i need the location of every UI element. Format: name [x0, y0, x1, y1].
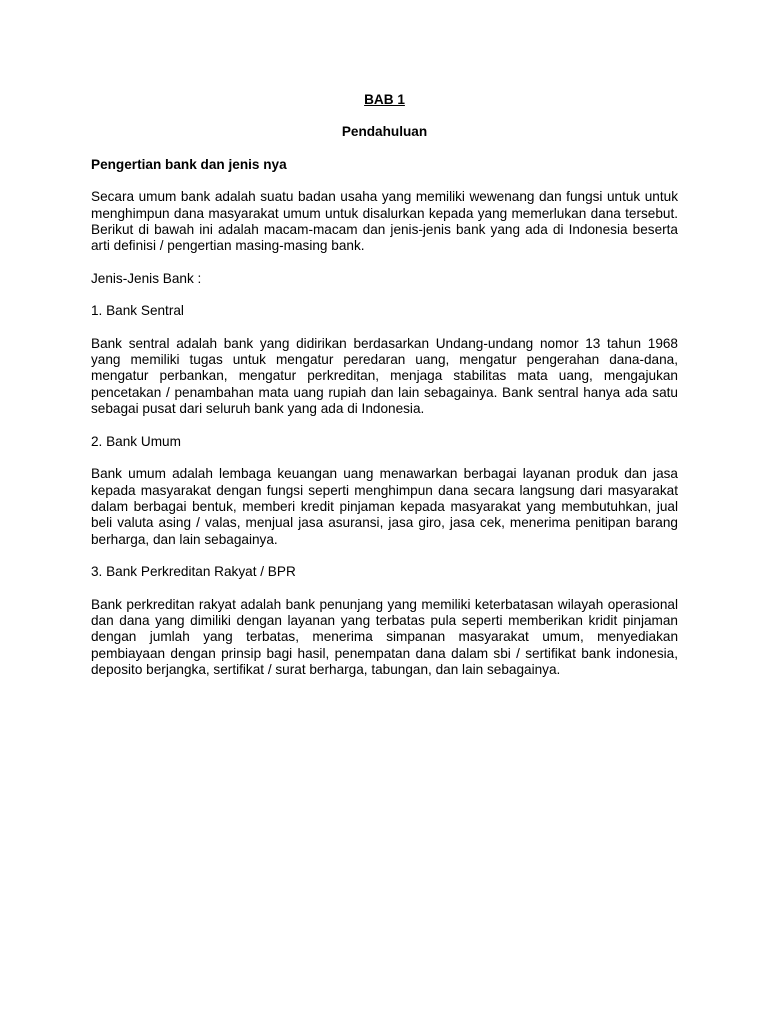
bank-sentral-heading: 1. Bank Sentral — [91, 303, 184, 319]
chapter-title: BAB 1 — [364, 92, 405, 107]
bpr-heading: 3. Bank Perkreditan Rakyat / BPR — [91, 564, 296, 580]
section-heading: Pengertian bank dan jenis nya — [91, 156, 287, 172]
chapter-subtitle: Pendahuluan — [341, 124, 428, 140]
intro-paragraph: Secara umum bank adalah suatu badan usaha yang memiliki wewenang dan fungsi untuk untuk menghimpun dana masyarakat umum untuk disalurkan kepada yang memerlukan dana tersebut. Berikut di bawah ini adalah macam-macam dan jenis-jenis bank yang ada di Indonesia beserta arti definisi / pengertian masing-masing bank. — [91, 189, 678, 254]
bank-sentral-paragraph: Bank sentral adalah bank yang didirikan berdasarkan Undang-undang nomor 13 tahun 1968 yang memiliki tugas untuk mengatur peredaran uang, mengatur pengerahan dana-dana, mengatur perbankan, mengatur perkreditan, menjaga stabilitas mata uang, mengajukan pencetakan / penambahan mata uang rupiah dan lain sebagainya. Bank sentral hanya ada satu sebagai pusat dari seluruh bank yang ada di Indonesia. — [91, 335, 678, 417]
bank-umum-heading: 2. Bank Umum — [91, 433, 181, 449]
bank-umum-paragraph: Bank umum adalah lembaga keuangan uang menawarkan berbagai layanan produk dan jasa kepada masyarakat dengan fungsi seperti menghimpun dana secara langsung dari masyarakat dalam berbagai bentuk, memberi kredit pinjaman kepada masyarakat yang membutuhkan, jual beli valuta asing / valas, menjual jasa asuransi, jasa giro, jasa cek, menerima penitipan barang berharga, dan lain sebagainya. — [91, 466, 678, 547]
document-page — [91, 92, 678, 695]
bpr-paragraph: Bank perkreditan rakyat adalah bank penunjang yang memiliki keterbatasan wilayah operasional dan dana yang dimiliki dengan layanan yang terbatas pula seperti memberikan kridit pinjaman dengan jumlah yang terbatas, menerima simpanan masyarakat umum, menyediakan pembiayaan dengan prinsip bagi hasil, penempatan dana dalam sbi / sertifikat bank indonesia, deposito berjangka, sertifikat / surat berharga, tabungan, dan lain sebagainya. — [91, 596, 678, 678]
bank-types-label: Jenis-Jenis Bank : — [91, 270, 202, 286]
